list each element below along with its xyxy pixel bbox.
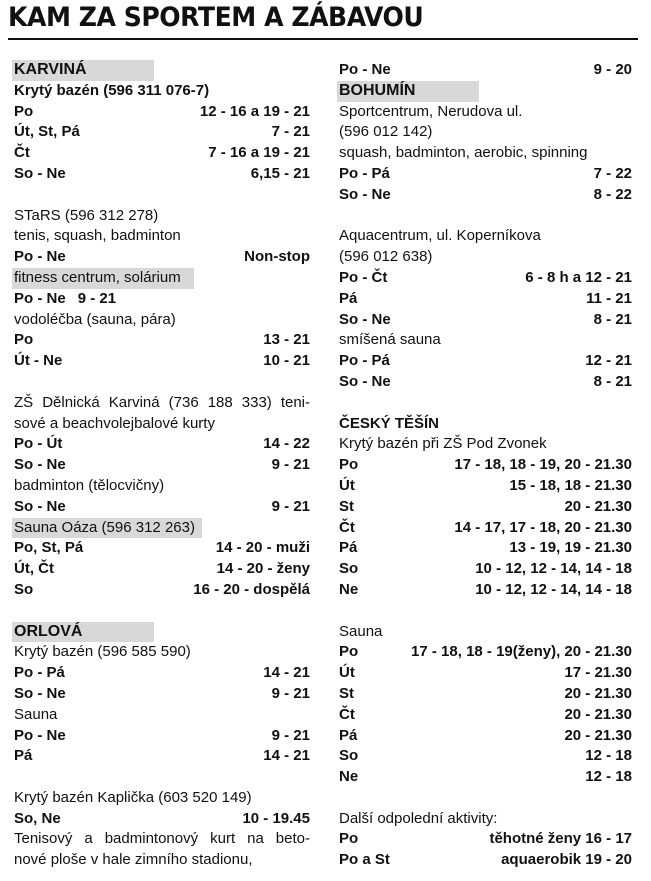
- schedule-row: [339, 663, 632, 684]
- schedule-row: [339, 705, 632, 726]
- time-value: 14 - 20 - ženy: [216, 560, 310, 578]
- day-label: St: [339, 684, 354, 702]
- venue-heading: Krytý bazén (596 311 076-7): [14, 81, 210, 99]
- schedule-row: [339, 310, 632, 331]
- schedule-row: [14, 330, 310, 351]
- activity-label: Sauna: [339, 622, 383, 640]
- time-value: 20 - 21.30: [564, 705, 632, 723]
- spacer: [339, 788, 632, 809]
- schedule-row: [14, 289, 310, 310]
- day-label: Ne: [339, 768, 359, 786]
- day-label: So, Ne: [14, 809, 61, 827]
- left-column: [14, 60, 310, 871]
- time-value: 12 - 18: [585, 768, 632, 786]
- title-rule: [8, 38, 638, 40]
- schedule-row: [339, 185, 632, 206]
- time-value: 7 - 22: [593, 164, 632, 182]
- day-label: Po: [14, 102, 34, 120]
- right-column: [339, 60, 632, 871]
- day-label: Po - Pá: [14, 664, 65, 682]
- venue-heading: STaRS (596 312 278): [14, 206, 159, 224]
- day-label: Po - Út: [14, 435, 63, 453]
- section-cesky-tesin: ČESKÝ TĚŠÍN: [339, 414, 440, 432]
- schedule-row: [14, 164, 310, 185]
- day-label: Po: [339, 456, 359, 474]
- day-label: Út, Čt: [14, 560, 54, 578]
- spacer: [14, 601, 310, 622]
- schedule-row: [339, 642, 632, 663]
- schedule-row: [339, 559, 632, 580]
- schedule-row: [339, 268, 632, 289]
- day-label: So - Ne: [14, 684, 66, 702]
- day-label: Po - Ne: [14, 248, 66, 266]
- day-label: Po: [339, 830, 359, 848]
- time-value: 13 - 21: [263, 331, 310, 349]
- schedule-row: [339, 455, 632, 476]
- time-value: 9 - 21: [271, 684, 310, 702]
- time-value: 20 - 21.30: [564, 497, 632, 515]
- venue-phone: (596 012 638): [339, 248, 433, 266]
- activity-heading: Další odpolední aktivity:: [339, 809, 498, 827]
- schedule-row: [14, 497, 310, 518]
- venue-description-continued: nové ploše v hale zimního stadionu,: [14, 851, 253, 869]
- time-value: 9 - 21: [271, 726, 310, 744]
- day-label: Út - Ne: [14, 352, 63, 370]
- schedule-row: [339, 726, 632, 747]
- day-label: Po - Pá: [339, 164, 390, 182]
- time-value: 14 - 21: [263, 747, 310, 765]
- day-label: Po a St: [339, 851, 390, 869]
- time-value: 16 - 20 - dospělá: [193, 580, 310, 598]
- day-label: Čt: [14, 144, 30, 162]
- day-label: Čt: [339, 518, 355, 536]
- venue-heading: Krytý bazén při ZŠ Pod Zvonek: [339, 435, 547, 453]
- activity-label: Sauna: [14, 705, 58, 723]
- activity-label: smíšená sauna: [339, 331, 441, 349]
- spacer: [14, 185, 310, 206]
- venue-heading: Sauna Oáza (596 312 263): [12, 518, 202, 539]
- time-value: 7 - 16 a 19 - 21: [208, 144, 310, 162]
- schedule-row: [14, 746, 310, 767]
- schedule-row: [14, 726, 310, 747]
- time-value: 15 - 18, 18 - 21.30: [509, 476, 632, 494]
- venue-description: Tenisový a badmintonový kurt na beto-: [14, 830, 310, 848]
- schedule-row: [339, 746, 632, 767]
- time-value: 14 - 22: [263, 435, 310, 453]
- activity-label: squash, badminton, aerobic, spinning: [339, 144, 588, 162]
- day-label: So - Ne: [339, 310, 391, 328]
- day-label: Po, St, Pá: [14, 539, 84, 557]
- day-label: Po - Čt: [339, 268, 388, 286]
- schedule-row: [14, 809, 310, 830]
- time-value: 14 - 20 - muži: [215, 539, 310, 557]
- day-label: Út: [339, 476, 355, 494]
- day-label: So - Ne: [14, 456, 66, 474]
- time-value: 8 - 22: [593, 185, 632, 203]
- day-label: So: [14, 580, 34, 598]
- day-label: Pá: [339, 539, 358, 557]
- time-value: 6 - 8 h a 12 - 21: [525, 268, 632, 286]
- venue-heading-continued: sové a beachvolejbalové kurty: [14, 414, 215, 432]
- schedule-row: [339, 538, 632, 559]
- time-value: 8 - 21: [593, 372, 632, 390]
- schedule-row: [339, 289, 632, 310]
- day-label: Po - Ne: [339, 61, 391, 78]
- venue-heading: Krytý bazén (596 585 590): [14, 643, 191, 661]
- schedule-row: [339, 518, 632, 539]
- day-label: Pá: [339, 726, 358, 744]
- time-value: 9 - 20: [593, 61, 632, 78]
- time-value: 10 - 12, 12 - 14, 14 - 18: [475, 560, 632, 578]
- schedule-row: [339, 476, 632, 497]
- time-value: 10 - 12, 12 - 14, 14 - 18: [475, 580, 632, 598]
- day-label: Po - Ne: [14, 726, 66, 744]
- time-value: 10 - 21: [263, 352, 310, 370]
- spacer: [339, 601, 632, 622]
- time-value: 14 - 21: [263, 664, 310, 682]
- section-orlova: ORLOVÁ: [12, 622, 154, 643]
- day-label: Út: [339, 664, 355, 682]
- time-value: 9 - 21: [271, 497, 310, 515]
- time-value: 17 - 18, 18 - 19(ženy), 20 - 21.30: [411, 643, 632, 661]
- activity-label: badminton (tělocvičny): [14, 476, 165, 494]
- venue-heading: ZŠ Dělnická Karviná (736 188 333) teni-: [14, 393, 310, 411]
- time-value: 9 - 21: [77, 289, 117, 307]
- day-label: Po: [14, 331, 34, 349]
- day-label: So - Ne: [14, 164, 66, 182]
- day-label: St: [339, 497, 354, 515]
- day-label: Pá: [339, 289, 358, 307]
- schedule-row: [14, 538, 310, 559]
- time-value: těhotné ženy 16 - 17: [489, 830, 632, 848]
- schedule-row: [339, 580, 632, 601]
- time-value: 13 - 19, 19 - 21.30: [509, 539, 632, 557]
- time-value: 8 - 21: [593, 310, 632, 328]
- section-bohumin: BOHUMÍN: [337, 81, 479, 102]
- time-value: Non-stop: [244, 248, 310, 266]
- spacer: [339, 393, 632, 414]
- page-title: KAM ZA SPORTEM A ZÁBAVOU: [8, 2, 424, 33]
- time-value: 20 - 21.30: [564, 726, 632, 744]
- time-value: aquaerobik 19 - 20: [501, 851, 632, 869]
- schedule-row: [14, 663, 310, 684]
- schedule-row: [339, 497, 632, 518]
- schedule-row: [339, 60, 632, 81]
- time-value: 6,15 - 21: [250, 164, 310, 182]
- venue-phone: (596 012 142): [339, 123, 433, 141]
- day-label: Pá: [14, 747, 33, 765]
- schedule-row: [339, 684, 632, 705]
- day-label: Čt: [339, 705, 355, 723]
- spacer: [14, 767, 310, 788]
- activity-label: tenis, squash, badminton: [14, 227, 181, 245]
- activity-label: fitness centrum, solárium: [12, 268, 194, 289]
- schedule-row: [339, 351, 632, 372]
- schedule-row: [14, 684, 310, 705]
- time-value: 17 - 18, 18 - 19, 20 - 21.30: [454, 456, 632, 474]
- day-label: Ne: [339, 580, 359, 598]
- schedule-row: [339, 372, 632, 393]
- schedule-row: [14, 143, 310, 164]
- time-value: 12 - 21: [585, 352, 632, 370]
- day-label: So - Ne: [339, 372, 391, 390]
- day-label: So - Ne: [339, 185, 391, 203]
- time-value: 9 - 21: [271, 456, 310, 474]
- time-value: 7 - 21: [271, 123, 310, 141]
- schedule-row: [14, 455, 310, 476]
- time-value: 10 - 19.45: [242, 809, 310, 827]
- day-label: Út, St, Pá: [14, 123, 80, 141]
- time-value: 17 - 21.30: [564, 664, 632, 682]
- schedule-row: [14, 580, 310, 601]
- activity-label: vodoléčba (sauna, pára): [14, 310, 176, 328]
- schedule-row: [339, 850, 632, 871]
- time-value: 12 - 16 a 19 - 21: [199, 102, 310, 120]
- day-label: So - Ne: [14, 497, 66, 515]
- schedule-row: [14, 247, 310, 268]
- venue-heading: Aquacentrum, ul. Koperníkova: [339, 227, 541, 245]
- schedule-row: [14, 559, 310, 580]
- spacer: [14, 372, 310, 393]
- spacer: [339, 206, 632, 227]
- day-label: Po - Pá: [339, 352, 390, 370]
- day-label: So: [339, 560, 359, 578]
- schedule-row: [14, 434, 310, 455]
- day-label: Po: [339, 643, 359, 661]
- section-karvina: KARVINÁ: [12, 60, 154, 81]
- time-value: 11 - 21: [586, 289, 632, 307]
- day-label: So: [339, 747, 359, 765]
- schedule-row: [339, 767, 632, 788]
- schedule-row: [14, 122, 310, 143]
- venue-heading: Krytý bazén Kaplička (603 520 149): [14, 788, 252, 806]
- schedule-row: [14, 102, 310, 123]
- venue-heading: Sportcentrum, Nerudova ul.: [339, 102, 523, 120]
- time-value: 20 - 21.30: [564, 684, 632, 702]
- time-value: 12 - 18: [585, 747, 632, 765]
- schedule-row: [339, 164, 632, 185]
- time-value: 14 - 17, 17 - 18, 20 - 21.30: [454, 518, 632, 536]
- schedule-row: [339, 829, 632, 850]
- day-label: Po - Ne: [14, 289, 66, 307]
- schedule-row: [14, 351, 310, 372]
